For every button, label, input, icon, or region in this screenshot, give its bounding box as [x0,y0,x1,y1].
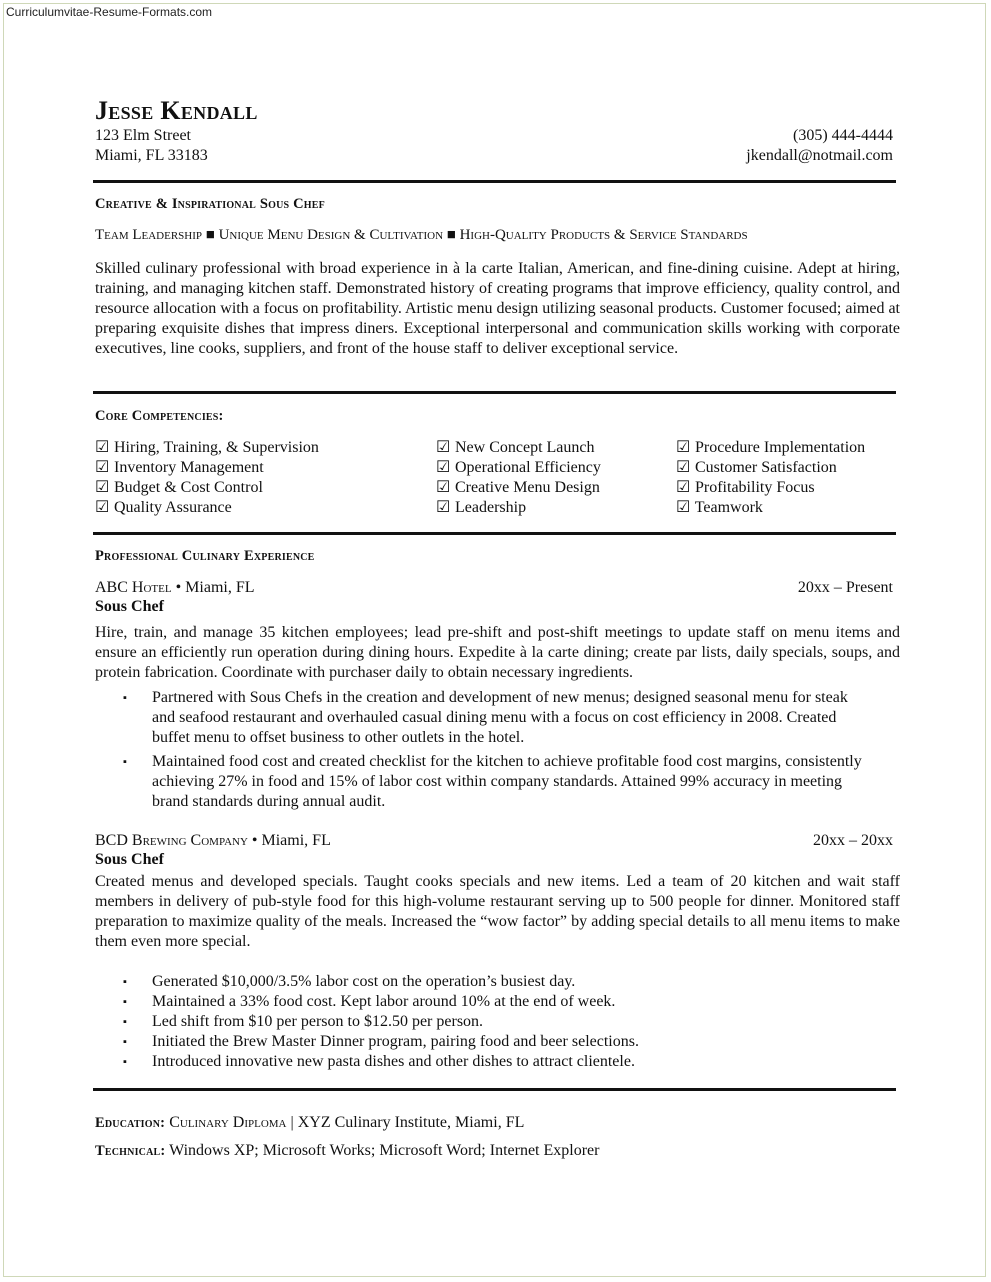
competency-item: ☑ Customer Satisfaction [676,459,837,476]
job-bullets [123,688,870,812]
job-location: • Miami, FL [171,579,255,596]
job-bullets [123,972,870,1072]
checkbox-icon: ☑ [676,459,691,476]
profile-summary: Skilled culinary professional with broad experience in à la carte Italian, American, and fine-dining cuisine. Adept at hiring, training, and managing kitchen staff. Demonstrated history of creating programs that improve efficiency, quality control, and resource allocation with a focus on profitability. Artistic menu design utilizing seasonal products. Customer focused; aimed at preparing exquisite dishes that impress diners. Exceptional interpersonal and communication skills working with corporate executives, line cooks, suppliers, and front of the house staff to deliver exceptional service. [95,260,900,357]
street-address: 123 Elm Street [95,127,191,144]
phone-number: (305) 444-4444 [793,127,893,144]
competency-item: ☑ Inventory Management [95,459,264,476]
competencies-heading: Core Competencies: [95,408,224,424]
list-item: ▪ Maintained food cost and created checklist for the kitchen to achieve profitable food cost margins, consistently achieving 27% in food and 15% of labor cost within company standards. Attained 99% accuracy in meeting brand standards during annual audit. [123,753,862,810]
education-label: Education: [95,1115,166,1131]
email-address: jkendall@notmail.com [746,147,893,164]
job-employer-line [95,579,255,597]
candidate-name: Jesse Kendall [95,96,258,125]
competency-item: ☑ Quality Assurance [95,499,232,516]
job-title: Sous Chef [95,598,164,615]
profile-rule [93,391,896,394]
competency-item: ☑ Hiring, Training, & Supervision [95,439,319,456]
job-description: Created menus and developed specials. Taught cooks specials and new items. Led a team of 20 kitchen and wait staff members in delivery of pub-style food for this high-volume restaurant serving up to 500 people for dinner. Monitored staff preparation to maximize quality of the meals. Increased the “wow factor” by adding special details to all menu items to make them even more special. [95,873,900,950]
bullet-icon: ▪ [123,1036,127,1048]
competency-item: ☑ Budget & Cost Control [95,479,263,496]
job-title: Sous Chef [95,851,164,868]
job-description: Hire, train, and manage 35 kitchen employees; lead pre-shift and post-shift meetings to update staff on menu items and ensure an efficiently run operation during dining hours. Expedite à la carte dining; create par lists, daily specials, soups, and protein fabrication. Coordinate with purchaser daily to obtain necessary ingredients. [95,624,900,681]
competency-item: ☑ Procedure Implementation [676,439,866,456]
education-school: XYZ Culinary Institute, Miami, FL [297,1114,525,1131]
education-line [95,1114,524,1132]
bullet-icon: ▪ [123,996,127,1008]
profile-title: Creative & Inspirational Sous Chef [95,196,325,212]
competency-item: ☑ Profitability Focus [676,479,815,496]
checkbox-icon: ☑ [436,439,451,456]
checkbox-icon: ☑ [95,459,110,476]
list-item: ▪ Initiated the Brew Master Dinner program, pairing food and beer selections. [123,1033,639,1050]
competency-item: ☑ Teamwork [676,499,763,516]
competencies-col1 [95,438,319,518]
competencies-col2 [436,438,601,518]
checkbox-icon: ☑ [436,479,451,496]
bullet-icon: ▪ [123,756,127,768]
bullet-icon: ▪ [123,976,127,988]
checkbox-icon: ☑ [676,479,691,496]
competencies-col3 [676,438,865,518]
competency-item: ☑ New Concept Launch [436,439,595,456]
bullet-icon: ▪ [123,1056,127,1068]
education-degree: Culinary Diploma [169,1114,287,1131]
list-item: ▪ Led shift from $10 per person to $12.50 per person. [123,1013,484,1030]
competencies-rule [93,532,896,535]
checkbox-icon: ☑ [436,459,451,476]
list-item: ▪ Generated $10,000/3.5% labor cost on the operation’s busiest day. [123,973,576,990]
checkbox-icon: ☑ [436,499,451,516]
city-address: Miami, FL 33183 [95,147,208,164]
job-employer: BCD Brewing Company [95,832,248,849]
checkbox-icon: ☑ [95,479,110,496]
technical-skills: Windows XP; Microsoft Works; Microsoft Word; Internet Explorer [169,1142,600,1159]
competency-item: ☑ Creative Menu Design [436,479,600,496]
list-item: ▪ Maintained a 33% food cost. Kept labor around 10% at the end of week. [123,993,616,1010]
checkbox-icon: ☑ [95,439,110,456]
bullet-icon: ▪ [123,1016,127,1028]
list-item: ▪ Partnered with Sous Chefs in the creation and development of new menus; designed seasonal menu for steak and seafood restaurant and overhauled casual dining menu with a focus on cost efficiency in 2008. Created buffet menu to offset business to other outlets in the hotel. [123,689,848,746]
checkbox-icon: ☑ [95,499,110,516]
job-employer-line [95,832,331,850]
education-separator: | [286,1114,298,1131]
list-item: ▪ Introduced innovative new pasta dishes and other dishes to attract clientele. [123,1053,635,1070]
checkbox-icon: ☑ [676,439,691,456]
job-employer: ABC Hotel [95,579,172,596]
competency-item: ☑ Leadership [436,499,527,516]
experience-heading: Professional Culinary Experience [95,548,315,564]
job-dates: 20xx – Present [797,579,893,596]
technical-label: Technical: [95,1143,166,1159]
competency-item: ☑ Operational Efficiency [436,459,601,476]
job-dates: 20xx – 20xx [813,832,893,849]
bullet-icon: ▪ [123,692,127,704]
technical-line [95,1142,599,1160]
header-rule [93,180,896,183]
job-location: • Miami, FL [247,832,331,849]
profile-tagline: Team Leadership ■ Unique Menu Design & Cultivation ■ High-Quality Products & Service Standards [95,227,748,243]
site-label: Curriculumvitae-Resume-Formats.com [6,5,213,19]
experience-rule [93,1088,896,1091]
checkbox-icon: ☑ [676,499,691,516]
